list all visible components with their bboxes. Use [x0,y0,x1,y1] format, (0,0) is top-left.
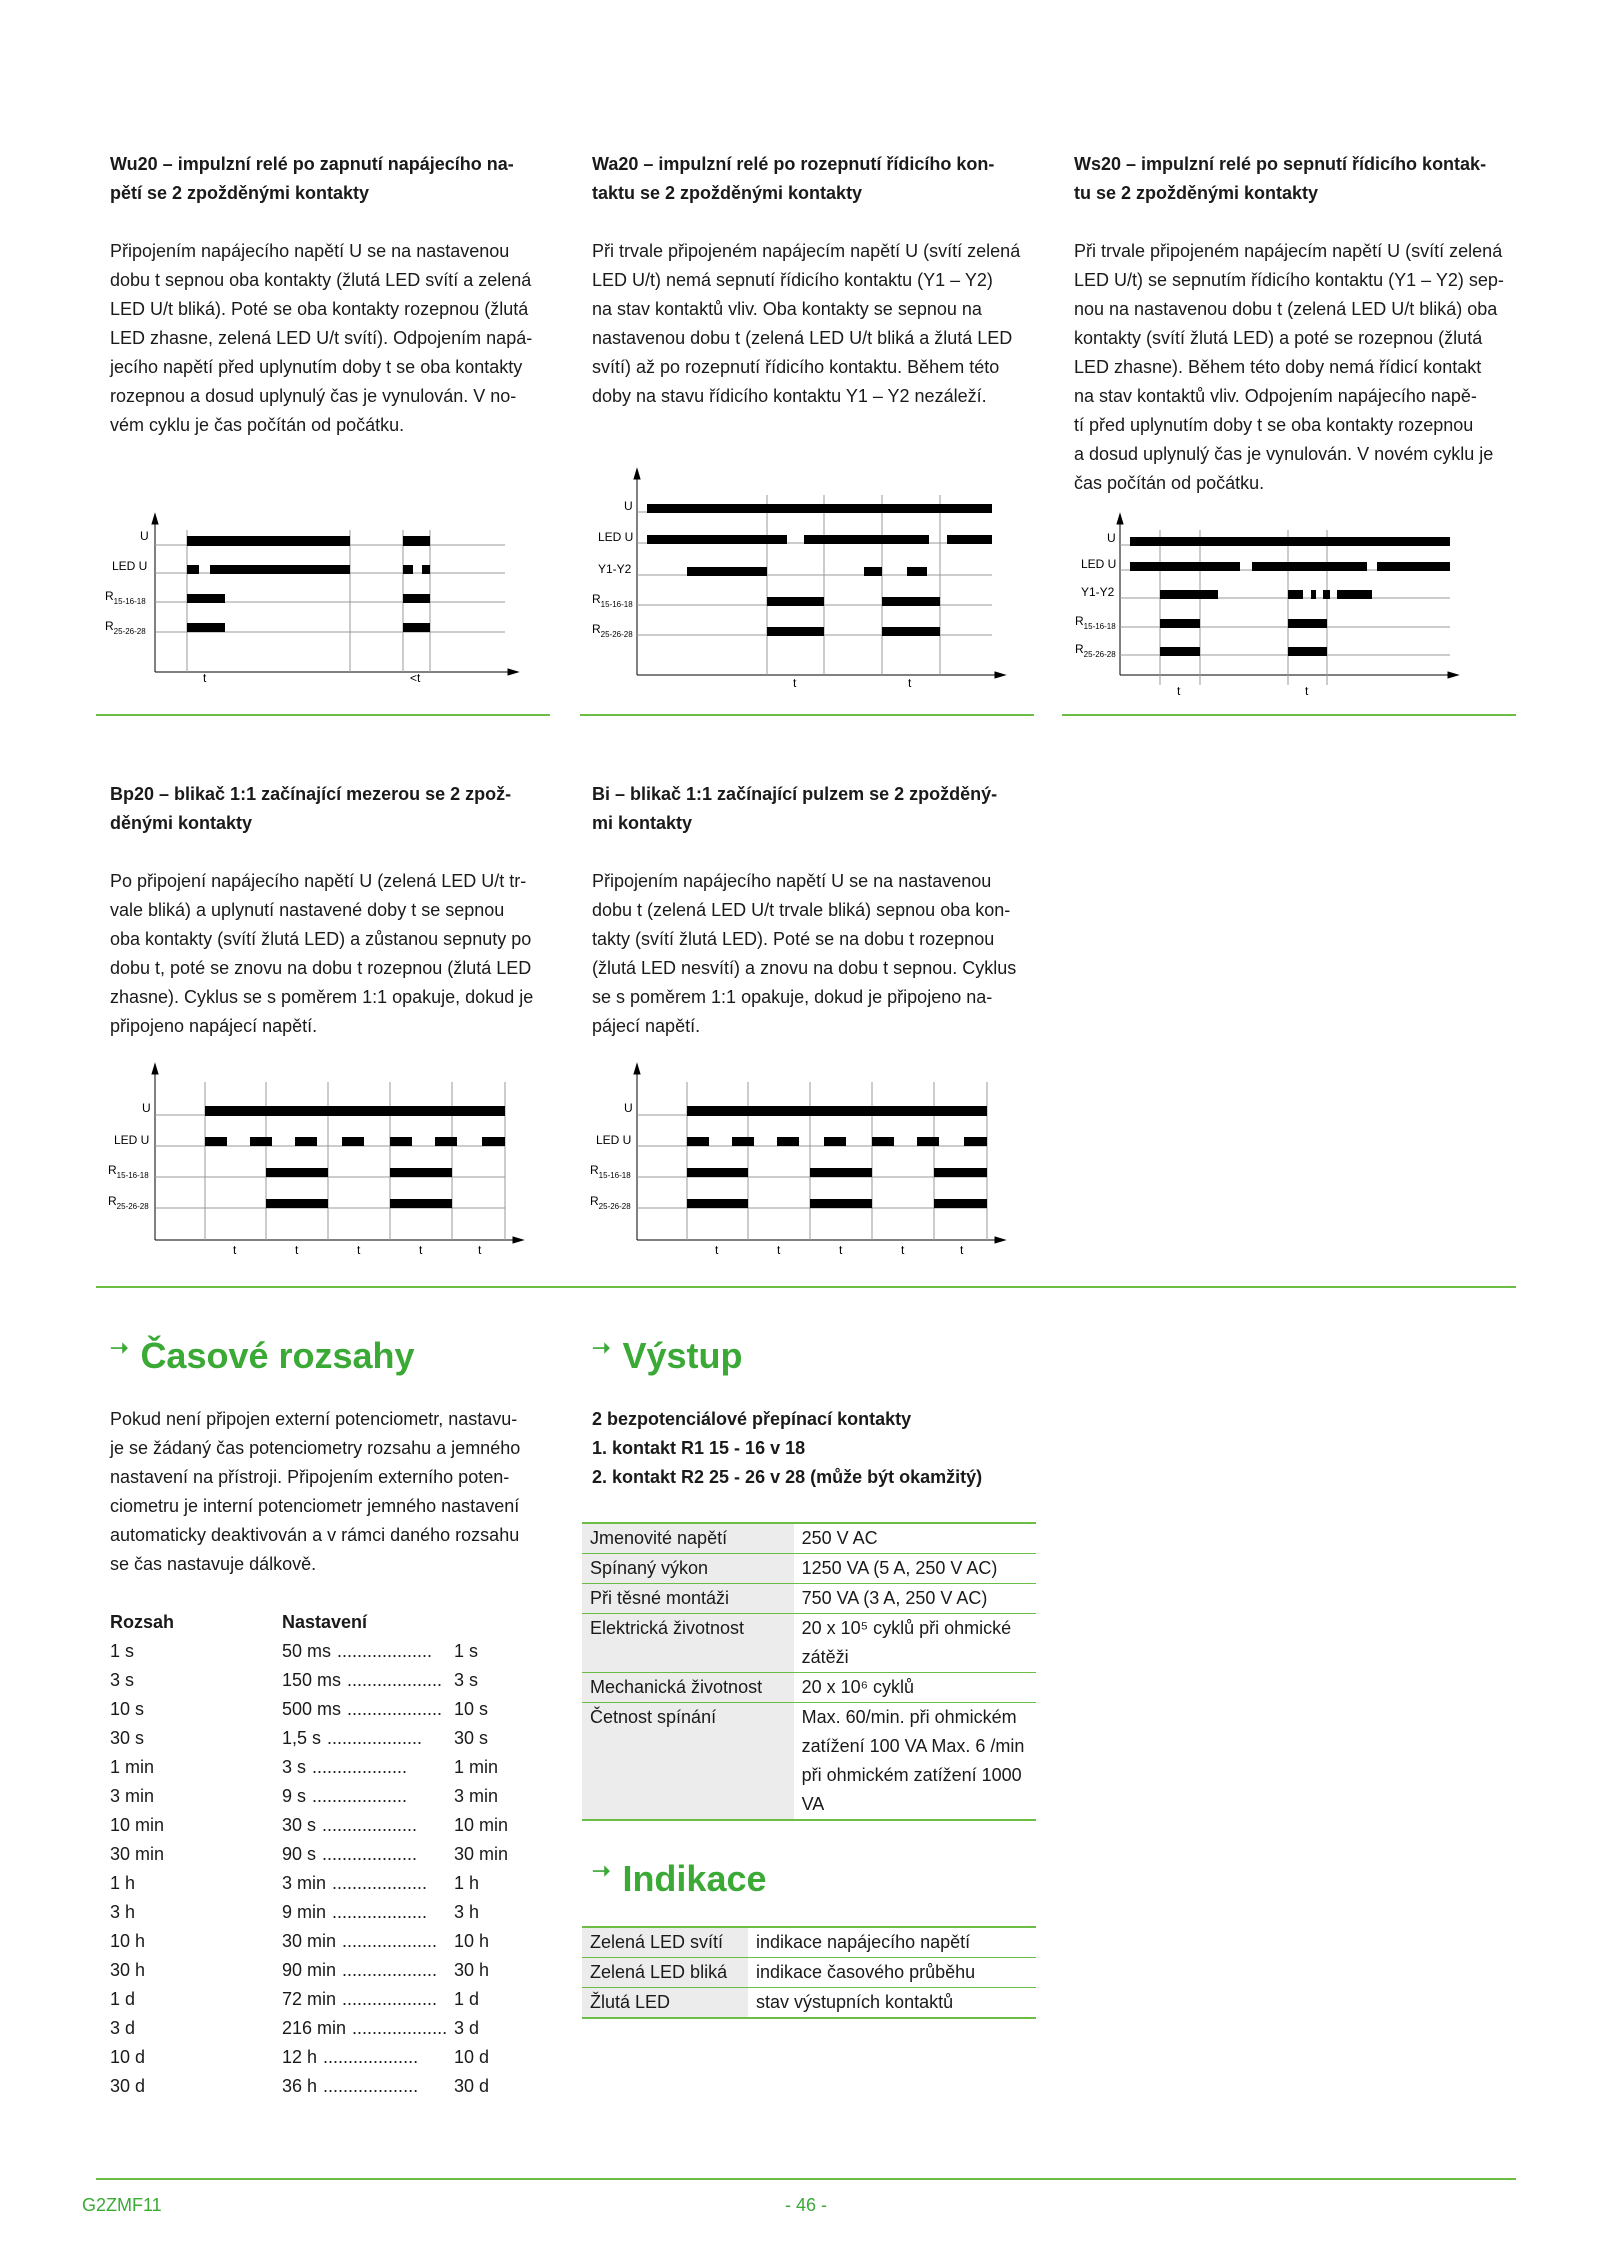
text-line: LED U/t bliká). Poté se oba kontakty rozepnou (žlutá [110,299,529,319]
dot-leader: ................... [312,1757,408,1777]
title-line: taktu se 2 zpožděnými kontakty [592,183,863,203]
cell-key: Četnost spínání [582,1703,794,1821]
dot-leader: ................... [342,1960,438,1980]
text-line: připojeno napájecí napětí. [110,1016,318,1036]
range-value: 10 min [110,1815,165,1835]
label-t: t [478,1243,482,1257]
setting-value [282,2014,454,2043]
bi-title [592,780,1022,838]
arrow-icon: ➝ [110,1335,129,1360]
setting-value [282,2043,454,2072]
label-t: t [419,1243,423,1257]
page-number: - 46 - [785,2195,828,2215]
label-r1: $R_{15-16-18}$ [1075,614,1116,631]
text-line: automaticky deaktivován a v rámci daného rozsahu [110,1525,520,1545]
setting-min: 90 s [282,1844,317,1864]
text-line: nastavenou dobu t (zelená LED U/t bliká a žlutá LED [592,328,1013,348]
setting-max: 3 h [454,1902,480,1922]
setting-max: 30 min [454,1844,509,1864]
text-line: jecího napětí před uplynutím doby t se oba kontakty [110,357,523,377]
text-line: Připojením napájecího napětí U se na nastavenou [592,871,992,891]
title-line: děnými kontakty [110,813,253,833]
cell-key: Při těsné montáži [582,1584,794,1614]
setting-value [282,1956,454,1985]
indikace-heading [592,1858,767,1900]
bp20-title [110,780,540,838]
col-nastaveni: Nastavení [282,1612,368,1632]
range-row [110,1753,550,1782]
label-r1: $R_{15-16-18}$ [590,1163,631,1180]
range-row [110,1985,550,2014]
rule [580,714,1034,716]
setting-min: 9 min [282,1902,327,1922]
text-line: na stav kontaktů vliv. Oba kontakty se sepnou na [592,299,982,319]
vystup-heading [592,1335,742,1377]
label-r1: $R_{15-16-18}$ [105,589,146,606]
range-value: 30 s [110,1728,145,1748]
casove-heading [110,1335,415,1377]
text-line: kontakty (svítí žlutá LED) a poté se rozepnou (žlutá [1074,328,1483,348]
col-ws20 [1074,150,1504,498]
range-row [110,1695,550,1724]
range-row [110,1869,550,1898]
text-line: dobu t sepnou oba kontakty (žlutá LED svítí a zelená [110,270,532,290]
setting-max: 3 s [454,1670,479,1690]
arrow-icon: ➝ [592,1335,611,1360]
wu20-text [110,237,540,440]
col-bi [592,780,1022,1041]
label-t: t [295,1243,299,1257]
table-row [582,1988,1036,2019]
setting-value [282,2072,454,2101]
table-row [582,1703,1036,1821]
text-line: pájecí napětí. [592,1016,701,1036]
cell-value: 20 x 10⁵ cyklů při ohmické zátěži [801,1618,1012,1667]
text-line: se čas nastavuje dálkově. [110,1554,317,1574]
setting-min: 90 min [282,1960,337,1980]
label-led: LED U [598,530,634,544]
col-wu20 [110,150,540,440]
label-t: t [960,1243,964,1257]
range-row [110,1782,550,1811]
label-r2: $R_{25-26-28}$ [105,619,146,636]
cell-value: indikace napájecího napětí [756,1932,971,1952]
setting-max: 30 h [454,1960,490,1980]
label-u: U [624,499,633,513]
wu20-title [110,150,540,208]
wa20-title [592,150,1022,208]
table-row [582,1958,1036,1988]
setting-min: 50 ms [282,1641,332,1661]
label-led: LED U [1081,557,1117,571]
range-row [110,1666,550,1695]
setting-min: 30 s [282,1815,317,1835]
dot-leader: ................... [347,1699,443,1719]
timing-diagram-wu20 [100,510,520,685]
setting-value [282,1985,454,2014]
vystup-table [582,1522,1036,1821]
dot-leader: ................... [322,1844,418,1864]
cell-key: Mechanická životnost [582,1673,794,1703]
range-value: 30 min [110,1844,165,1864]
dot-leader: ................... [347,1670,443,1690]
table-row [582,1584,1036,1614]
dot-leader: ................... [323,2047,419,2067]
table-row [582,1523,1036,1554]
timing-diagram-wa20 [582,465,1012,690]
setting-value [282,1637,454,1666]
table-row [582,1927,1036,1958]
label-u: U [1107,531,1116,545]
label-t: t [793,676,797,690]
setting-max: 1 s [454,1641,479,1661]
footer-rule [96,2178,1516,2180]
text-line: LED zhasne). Během této doby nemá řídicí kontakt [1074,357,1482,377]
title-line: Wa20 – impulzní relé po rozepnutí řídicího kon- [592,154,995,174]
text-line: rozepnou a dosud uplynulý čas je vynulován. V no- [110,386,517,406]
label-led: LED U [112,559,148,573]
cell-value: stav výstupních kontaktů [756,1992,954,2012]
heading-text: Indikace [622,1858,767,1899]
title-line: Wu20 – impulzní relé po zapnutí napájecího na- [110,154,514,174]
arrow-icon: ➝ [592,1858,611,1883]
text-line: dobu t, poté se znovu na dobu t rozepnou (žlutá LED [110,958,532,978]
range-value: 1 s [110,1641,135,1661]
text-line: nastavení na přístroji. Připojením externího poten- [110,1467,510,1487]
dot-leader: ................... [322,1815,418,1835]
indikace-table [582,1926,1036,2019]
range-value: 30 d [110,2076,146,2096]
text-line: a dosud uplynulý čas je vynulován. V novém cyklu je [1074,444,1494,464]
range-value: 1 min [110,1757,155,1777]
range-row [110,1927,550,1956]
label-y: Y1-Y2 [598,562,632,576]
range-row [110,1898,550,1927]
title-line: Bp20 – blikač 1:1 začínající mezerou se 2 zpož- [110,784,512,804]
range-row [110,1956,550,1985]
setting-min: 216 min [282,2018,347,2038]
text-line: svítí) až po rozepnutí řídicího kontaktu. Během této [592,357,1000,377]
cell-key: Žlutá LED [582,1988,748,2019]
label-lt: <t [410,671,421,685]
text-line: čas počítán od počátku. [1074,473,1265,493]
text-line: na stav kontaktů vliv. Odpojením napájecího napě- [1074,386,1477,406]
text-line: Při trvale připojeném napájecím napětí U (svítí zelená [592,241,1021,261]
dot-leader: ................... [312,1786,408,1806]
label-r1: $R_{15-16-18}$ [108,1163,149,1180]
text-line: Připojením napájecího napětí U se na nastavenou [110,241,510,261]
title-line: Ws20 – impulzní relé po sepnutí řídicího kontak- [1074,154,1487,174]
text-line: oba kontakty (svítí žlutá LED) a zůstanou sepnuty po [110,929,532,949]
range-row [110,1811,550,1840]
dot-leader: ................... [337,1641,433,1661]
text-line: LED zhasne, zelená LED U/t svítí). Odpojením napá- [110,328,533,348]
label-t: t [839,1243,843,1257]
cell-value: 20 x 10⁶ cyklů [801,1677,915,1697]
setting-max: 30 s [454,1728,489,1748]
timing-diagram-bp20 [100,1060,530,1260]
text-line: Při trvale připojeném napájecím napětí U (svítí zelená [1074,241,1503,261]
label-u: U [142,1101,151,1115]
heading-text: Výstup [622,1335,743,1376]
ws20-title [1074,150,1504,208]
setting-min: 3 s [282,1757,307,1777]
label-led: LED U [114,1133,150,1147]
label-r2: $R_{25-26-28}$ [590,1194,631,1211]
range-value: 3 min [110,1786,155,1806]
title-line: pětí se 2 zpožděnými kontakty [110,183,370,203]
table-row [582,1614,1036,1673]
range-row [110,1840,550,1869]
range-value: 10 d [110,2047,146,2067]
setting-value [282,1666,454,1695]
table-row [582,1554,1036,1584]
setting-min: 30 min [282,1931,337,1951]
text-line: (žlutá LED nesvítí) a znovu na dobu t sepnou. Cyklus [592,958,1017,978]
cell-value: indikace časového průběhu [756,1962,976,1982]
setting-min: 9 s [282,1786,307,1806]
heading-text: Časové rozsahy [140,1335,415,1376]
cell-key: Spínaný výkon [582,1554,794,1584]
setting-value [282,1840,454,1869]
label-r2: $R_{25-26-28}$ [1075,642,1116,659]
dot-leader: ................... [352,2018,448,2038]
setting-min: 36 h [282,2076,318,2096]
title-line: Bi – blikač 1:1 začínající pulzem se 2 zpožděný- [592,784,998,804]
setting-value [282,1927,454,1956]
range-value: 1 d [110,1989,136,2009]
rule [96,714,550,716]
range-row [110,1637,550,1666]
label-r2: $R_{25-26-28}$ [108,1194,149,1211]
setting-value [282,1869,454,1898]
setting-value [282,1695,454,1724]
setting-value [282,1782,454,1811]
ranges-header [110,1608,550,1637]
dot-leader: ................... [332,1873,428,1893]
dot-leader: ................... [332,1902,428,1922]
label-u: U [624,1101,633,1115]
rule [96,1286,1516,1288]
casove-text [110,1405,550,1579]
ranges-rows [110,1637,550,2101]
text-line: 2 bezpotenciálové přepínací kontakty [592,1409,912,1429]
range-row [110,2043,550,2072]
range-value: 3 d [110,2018,136,2038]
text-line: 1. kontakt R1 15 - 16 v 18 [592,1438,806,1458]
label-t: t [715,1243,719,1257]
setting-max: 10 h [454,1931,490,1951]
range-row [110,2072,550,2101]
text-line: tí před uplynutím doby t se oba kontakty rozepnou [1074,415,1474,435]
setting-max: 30 d [454,2076,490,2096]
range-value: 30 h [110,1960,146,1980]
title-line: mi kontakty [592,813,693,833]
text-line: je se žádaný čas potenciometry rozsahu a jemného [110,1438,521,1458]
range-row [110,1724,550,1753]
table-row [582,1673,1036,1703]
text-line: vale bliká) a uplynutí nastavené doby t se sepnou [110,900,505,920]
setting-value [282,1753,454,1782]
dot-leader: ................... [342,1931,438,1951]
wa20-text [592,237,1022,411]
label-led: LED U [596,1133,632,1147]
cell-key: Zelená LED bliká [582,1958,748,1988]
rule [1062,714,1516,716]
range-value: 1 h [110,1873,136,1893]
text-line: dobu t (zelená LED U/t trvale bliká) sepnou oba kon- [592,900,1011,920]
setting-min: 150 ms [282,1670,342,1690]
text-line: zhasne). Cyklus se s poměrem 1:1 opakuje, dokud je [110,987,534,1007]
bi-text [592,867,1022,1041]
text-line: 2. kontakt R2 25 - 26 v 28 (může být okamžitý) [592,1467,983,1487]
footer-code: G2ZMF11 [82,2195,162,2215]
setting-min: 3 min [282,1873,327,1893]
label-t: t [203,671,207,685]
cell-key: Jmenovité napětí [582,1523,794,1554]
setting-max: 1 h [454,1873,480,1893]
dot-leader: ................... [323,2076,419,2096]
cell-value: 750 VA (3 A, 250 V AC) [801,1588,988,1608]
title-line: tu se 2 zpožděnými kontakty [1074,183,1319,203]
setting-value [282,1811,454,1840]
col-bp20 [110,780,540,1041]
cell-value: 1250 VA (5 A, 250 V AC) [801,1558,998,1578]
setting-max: 10 d [454,2047,490,2067]
text-line: Pokud není připojen externí potenciometr, nastavu- [110,1409,518,1429]
bp20-text [110,867,540,1041]
text-line: LED U/t) nemá sepnutí řídicího kontaktu (Y1 – Y2) [592,270,993,290]
range-row [110,2014,550,2043]
setting-value [282,1724,454,1753]
setting-max: 3 d [454,2018,480,2038]
col-rozsah: Rozsah [110,1612,175,1632]
text-line: vém cyklu je čas počítán od počátku. [110,415,405,435]
label-t: t [777,1243,781,1257]
setting-min: 500 ms [282,1699,342,1719]
setting-max: 1 d [454,1989,480,2009]
text-line: LED U/t) se sepnutím řídicího kontaktu (Y1 – Y2) sep- [1074,270,1504,290]
setting-max: 1 min [454,1757,499,1777]
setting-max: 3 min [454,1786,499,1806]
label-t: t [357,1243,361,1257]
col-wa20 [592,150,1022,411]
timing-diagram-bi [582,1060,1012,1260]
range-value: 3 s [110,1670,135,1690]
label-t: t [1177,684,1181,698]
text-line: nou na nastavenou dobu t (zelená LED U/t bliká) oba [1074,299,1498,319]
label-t: t [1305,684,1309,698]
label-u: U [140,529,149,543]
range-value: 10 s [110,1699,145,1719]
dot-leader: ................... [342,1989,438,2009]
cell-key: Elektrická životnost [582,1614,794,1673]
cell-value: Max. 60/min. při ohmickém zatížení 100 VA Max. 6 /min při ohmickém zatížení 1000 VA [801,1707,1025,1814]
vystup-bold [592,1405,982,1492]
text-line: se s poměrem 1:1 opakuje, dokud je připojeno na- [592,987,993,1007]
range-value: 3 h [110,1902,136,1922]
dot-leader: ................... [327,1728,423,1748]
setting-min: 1,5 s [282,1728,322,1748]
cell-key: Zelená LED svítí [582,1927,748,1958]
ranges-table [110,1608,550,2101]
text-line: ciometru je interní potenciometr jemného nastavení [110,1496,520,1516]
setting-value [282,1898,454,1927]
setting-min: 72 min [282,1989,337,2009]
timing-diagram-ws20 [1065,510,1465,700]
label-y: Y1-Y2 [1081,585,1115,599]
setting-min: 12 h [282,2047,318,2067]
text-line: doby na stavu řídicího kontaktu Y1 – Y2 nezáleží. [592,386,987,406]
label-r1: $R_{15-16-18}$ [592,592,633,609]
setting-max: 10 min [454,1815,509,1835]
text-line: takty (svítí žlutá LED). Poté se na dobu t rozepnou [592,929,995,949]
label-t: t [908,676,912,690]
label-t: t [233,1243,237,1257]
text-line: Po připojení napájecího napětí U (zelená LED U/t tr- [110,871,527,891]
cell-value: 250 V AC [801,1528,878,1548]
ws20-text [1074,237,1504,498]
range-value: 10 h [110,1931,146,1951]
setting-max: 10 s [454,1699,489,1719]
label-r2: $R_{25-26-28}$ [592,622,633,639]
label-t: t [901,1243,905,1257]
